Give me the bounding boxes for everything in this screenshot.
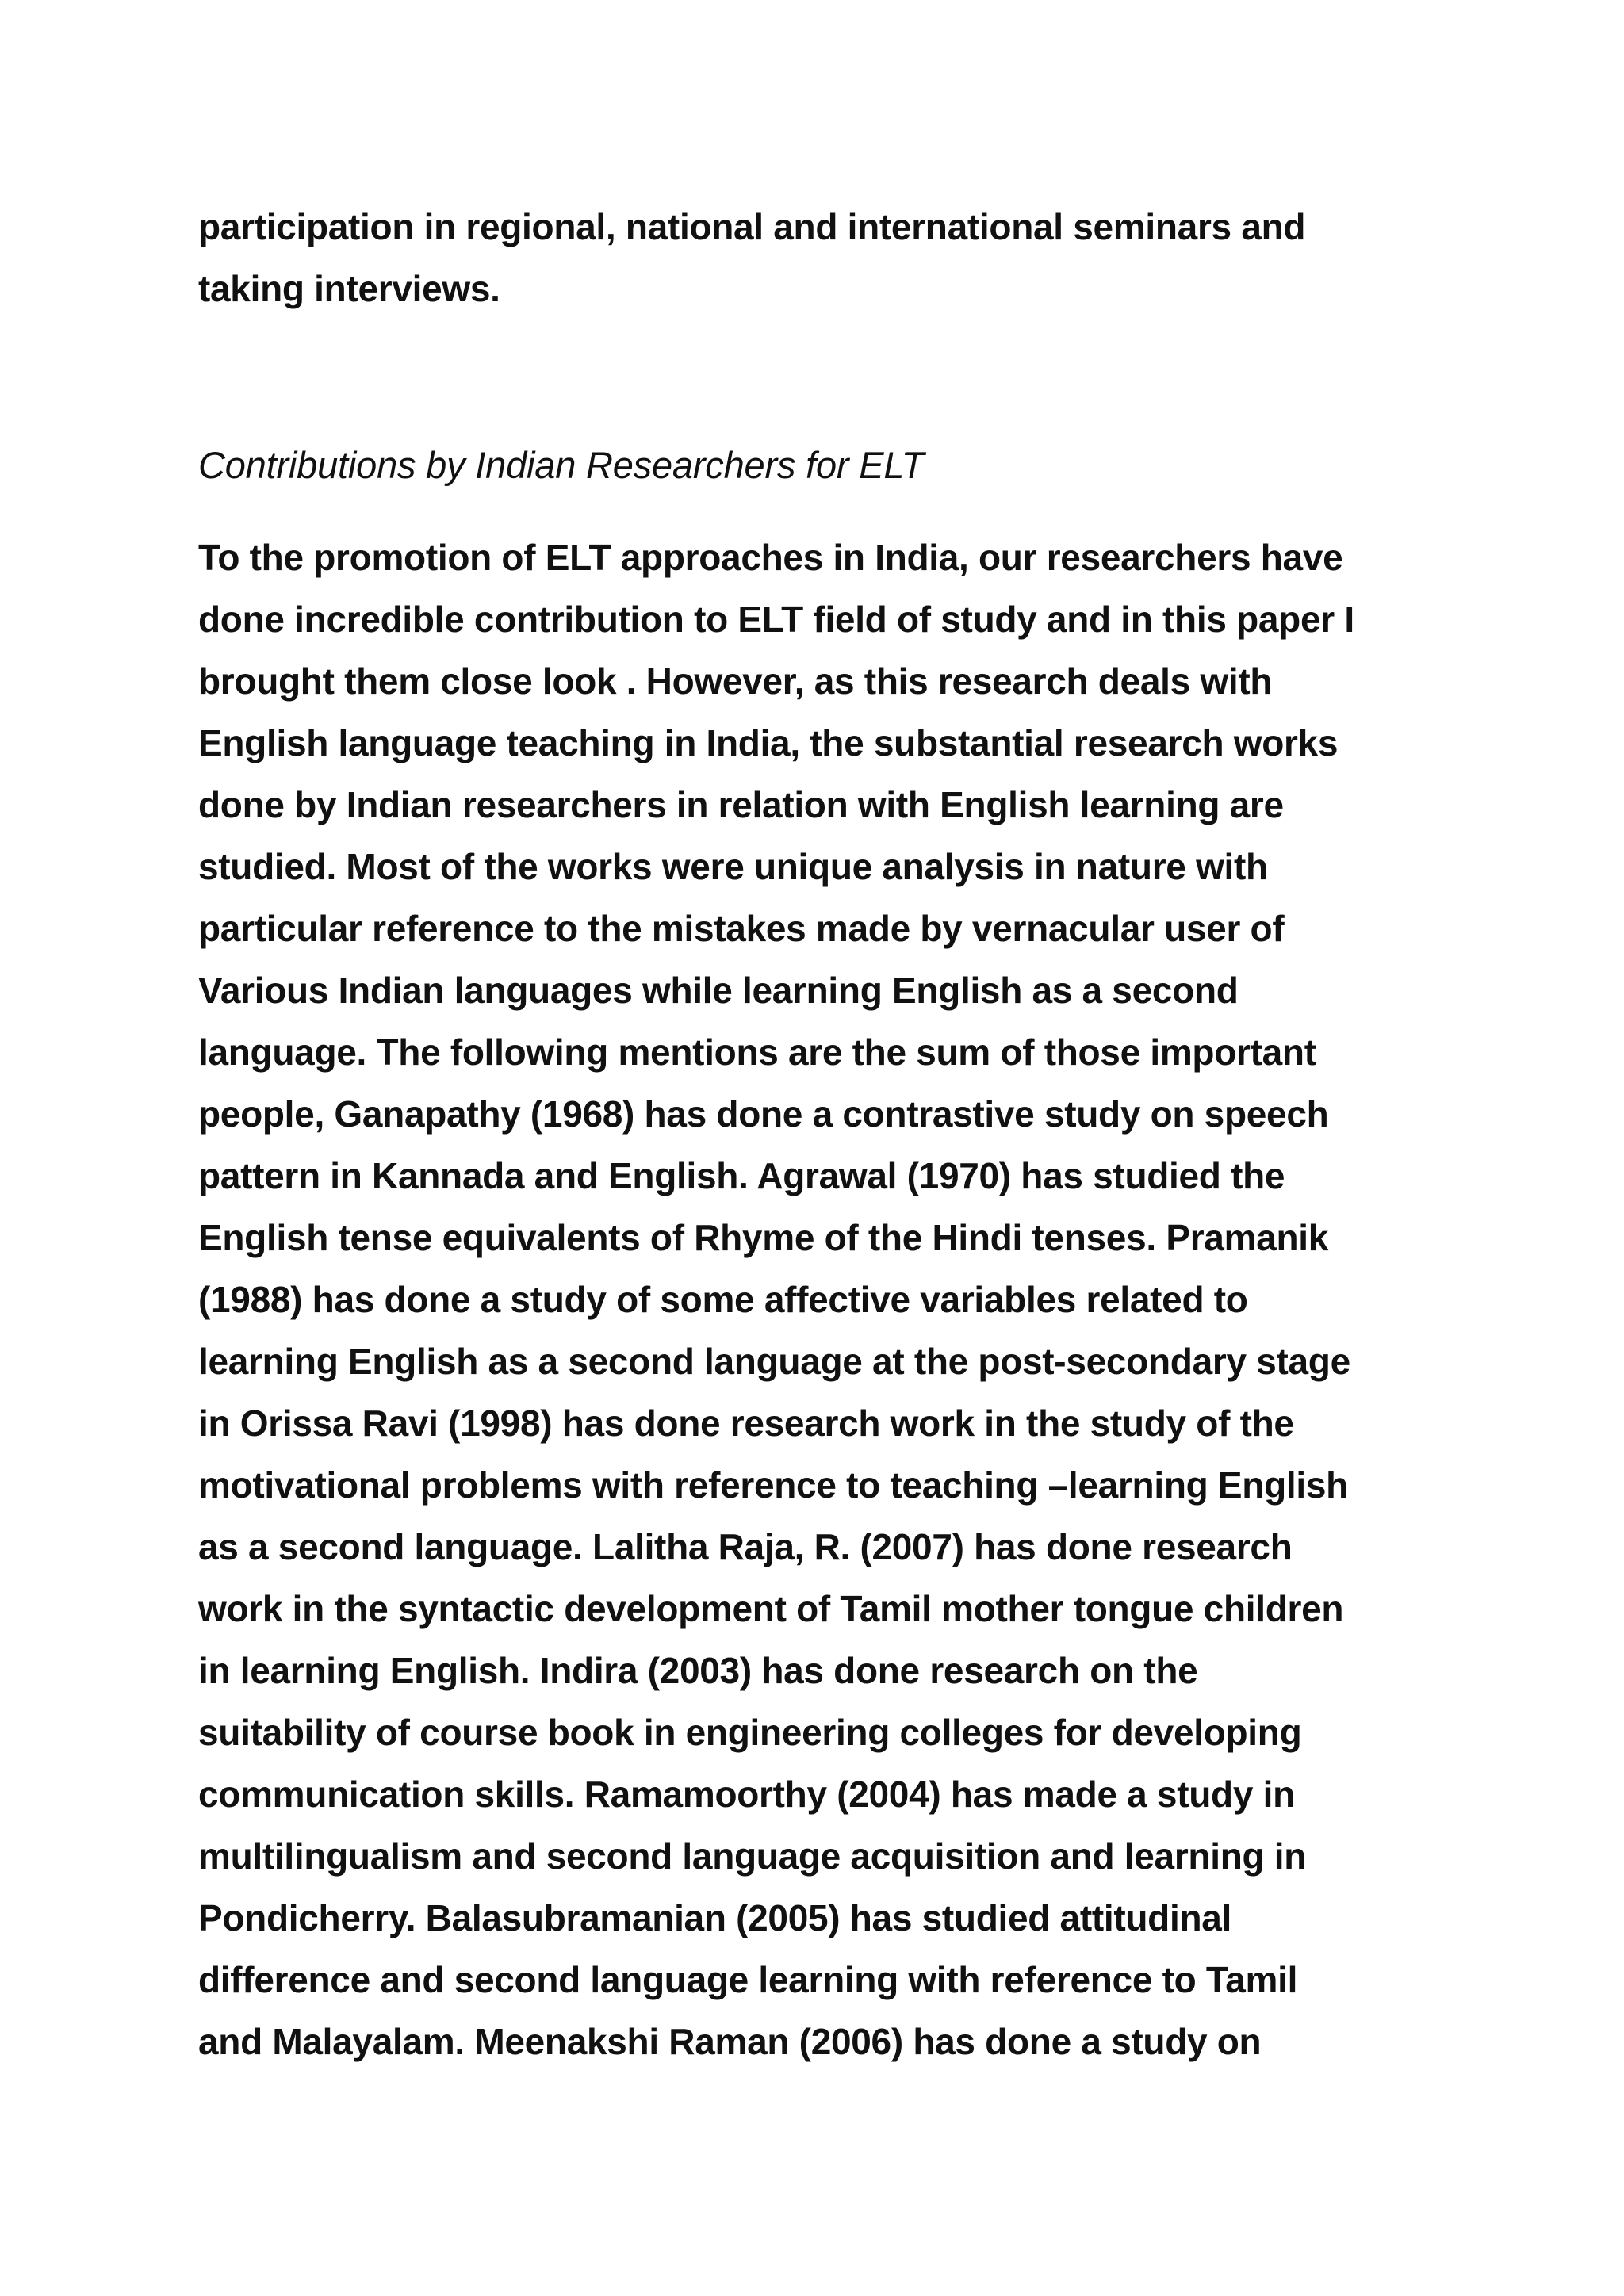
section-heading: Contributions by Indian Researchers for ELT xyxy=(198,444,925,486)
paragraph-line: English language teaching in India, the substantial research works xyxy=(198,722,1339,763)
intro-paragraph-fragment xyxy=(198,196,1451,320)
body-paragraph xyxy=(198,526,1451,2072)
paragraph-line: work in the syntactic development of Tamil mother tongue children xyxy=(198,1588,1344,1629)
paragraph-line: and Malayalam. Meenakshi Raman (2006) has done a study on xyxy=(198,2021,1262,2062)
paragraph-line: particular reference to the mistakes made by vernacular user of xyxy=(198,908,1285,949)
paragraph-line: motivational problems with reference to teaching –learning English xyxy=(198,1464,1348,1506)
paragraph-line: difference and second language learning with reference to Tamil xyxy=(198,1959,1298,2000)
paragraph-line: Various Indian languages while learning English as a second xyxy=(198,970,1239,1011)
paragraph-line: suitability of course book in engineering colleges for developing xyxy=(198,1712,1302,1753)
paragraph-line: English tense equivalents of Rhyme of the Hindi tenses. Pramanik xyxy=(198,1217,1329,1258)
paragraph-line: taking interviews. xyxy=(198,268,500,309)
paragraph-line: learning English as a second language at the post-secondary stage xyxy=(198,1341,1350,1382)
paragraph-line: Pondicherry. Balasubramanian (2005) has studied attitudinal xyxy=(198,1897,1232,1938)
paragraph-line: people, Ganapathy (1968) has done a contrastive study on speech xyxy=(198,1093,1329,1135)
paragraph-line: in Orissa Ravi (1998) has done research work in the study of the xyxy=(198,1402,1294,1444)
paragraph-line: pattern in Kannada and English. Agrawal (1970) has studied the xyxy=(198,1155,1285,1196)
paragraph-line: To the promotion of ELT approaches in India, our researchers have xyxy=(198,537,1343,578)
paragraph-line: communication skills. Ramamoorthy (2004) has made a study in xyxy=(198,1774,1295,1815)
paragraph-line: multilingualism and second language acquisition and learning in xyxy=(198,1835,1307,1877)
paragraph-line: brought them close look . However, as this research deals with xyxy=(198,660,1273,702)
paragraph-line: language. The following mentions are the sum of those important xyxy=(198,1031,1316,1073)
paragraph-line: participation in regional, national and international seminars and xyxy=(198,206,1306,247)
paragraph-line: (1988) has done a study of some affective variables related to xyxy=(198,1279,1248,1320)
paragraph-line: as a second language. Lalitha Raja, R. (2007) has done research xyxy=(198,1526,1293,1567)
paragraph-line: done incredible contribution to ELT field of study and in this paper I xyxy=(198,599,1354,640)
paragraph-line: in learning English. Indira (2003) has done research on the xyxy=(198,1650,1198,1691)
paragraph-line: done by Indian researchers in relation with English learning are xyxy=(198,784,1284,825)
paragraph-line: studied. Most of the works were unique analysis in nature with xyxy=(198,846,1268,887)
